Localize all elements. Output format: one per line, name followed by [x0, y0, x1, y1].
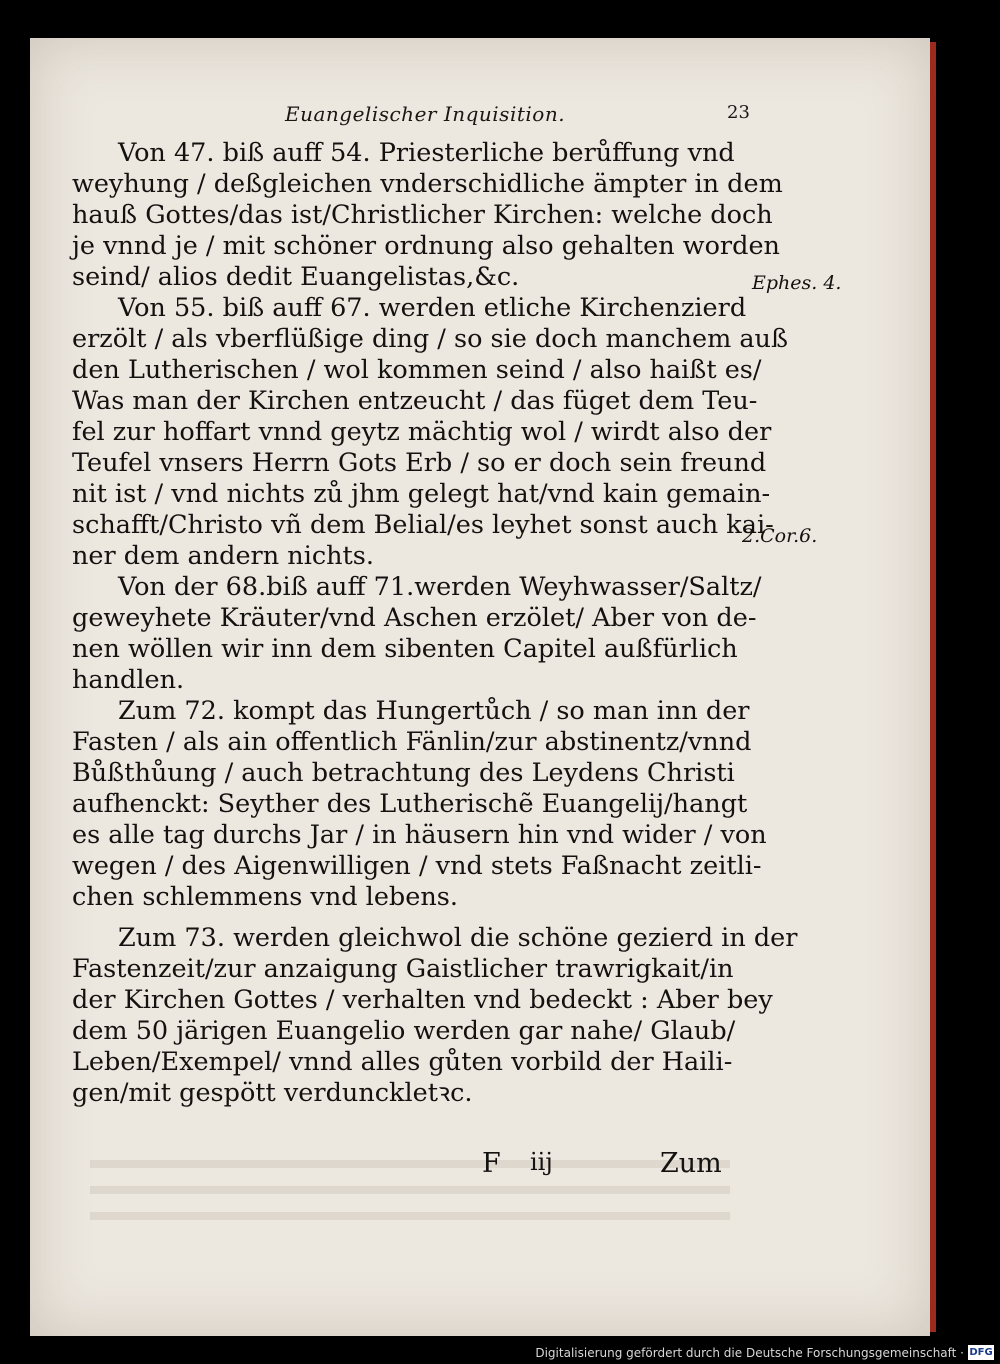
text-line: Von 55. biß auff 67. werden etliche Kirchenzierd — [118, 293, 747, 323]
running-head: Euangelischer Inquisition. — [285, 102, 566, 126]
text-line: ner dem andern nichts. — [72, 541, 374, 571]
page-edge — [930, 42, 936, 1332]
sheet-number: iij — [530, 1148, 553, 1176]
text-line: Was man der Kirchen entzeucht / das füget dem Teu- — [72, 386, 758, 416]
text-line: den Lutherischen / wol kommen seind / also haißt es/ — [72, 355, 762, 385]
text-line: aufhenckt: Seyther des Lutherischẽ Euangelij/hangt — [72, 789, 748, 819]
text-line: Zum 73. werden gleichwol die schöne gezierd in der — [118, 923, 798, 953]
text-line: je vnnd je / mit schöner ordnung also gehalten worden — [72, 231, 780, 261]
text-line: der Kirchen Gottes / verhalten vnd bedeckt : Aber bey — [72, 985, 773, 1015]
text-line: wegen / des Aigenwilligen / vnd stets Faßnacht zeitli- — [72, 851, 762, 881]
text-line: Teufel vnsers Herrn Gots Erb / so er doch sein freund — [72, 448, 767, 478]
text-line: Zum 72. kompt das Hungertůch / so man inn der — [118, 696, 750, 726]
text-line: geweyhete Kräuter/vnd Aschen erzölet/ Aber von de- — [72, 603, 757, 633]
text-line: Von 47. biß auff 54. Priesterliche berůffung vnd — [118, 138, 735, 168]
margin-note-ephesians: Ephes. 4. — [752, 272, 842, 294]
book-page — [30, 38, 930, 1336]
text-line: weyhung / deßgleichen vnderschidliche ämpter in dem — [72, 169, 783, 199]
text-line: dem 50 järigen Euangelio werden gar nahe/ Glaub/ — [72, 1016, 736, 1046]
text-line: gen/mit gespött verdunckletꝛc. — [72, 1078, 473, 1108]
text-line: es alle tag durchs Jar / in häusern hin vnd wider / von — [72, 820, 767, 850]
signature-mark: F — [482, 1148, 501, 1179]
digitization-notice: Digitalisierung gefördert durch die Deutsche Forschungsgemeinschaft · — [535, 1346, 964, 1360]
text-line: Leben/Exempel/ vnnd alles gůten vorbild der Haili- — [72, 1047, 733, 1077]
text-line: Von der 68.biß auff 71.werden Weyhwasser/Saltz/ — [118, 572, 762, 602]
text-line: erzölt / als vberflüßige ding / so sie doch manchem auß — [72, 324, 789, 354]
text-line: nen wöllen wir inn dem sibenten Capitel außfürlich — [72, 634, 738, 664]
text-line: schafft/Christo vñ dem Belial/es leyhet sonst auch kai- — [72, 510, 774, 540]
margin-note-corinthians: 2.Cor.6. — [742, 525, 818, 547]
dfg-logo-icon: DFG — [969, 1347, 993, 1358]
page-header — [30, 102, 930, 132]
catchword: Zum — [660, 1148, 722, 1179]
text-line: chen schlemmens vnd lebens. — [72, 882, 458, 912]
page-number: 23 — [727, 102, 750, 123]
text-line: handlen. — [72, 665, 185, 695]
text-line: Fastenzeit/zur anzaigung Gaistlicher trawrigkait/in — [72, 954, 734, 984]
text-line: Fasten / als ain offentlich Fänlin/zur abstinentz/vnnd — [72, 727, 752, 757]
text-line: seind/ alios dedit Euangelistas,&c. — [72, 262, 520, 292]
text-line: Bůßthůung / auch betrachtung des Leydens Christi — [72, 758, 735, 788]
text-line: fel zur hoffart vnnd geytz mächtig wol / wirdt also der — [72, 417, 772, 447]
page-footer — [30, 1148, 930, 1184]
text-line: nit ist / vnd nichts zů jhm gelegt hat/vnd kain gemain- — [72, 479, 771, 509]
text-line: hauß Gottes/das ist/Christlicher Kirchen: welche doch — [72, 200, 773, 230]
